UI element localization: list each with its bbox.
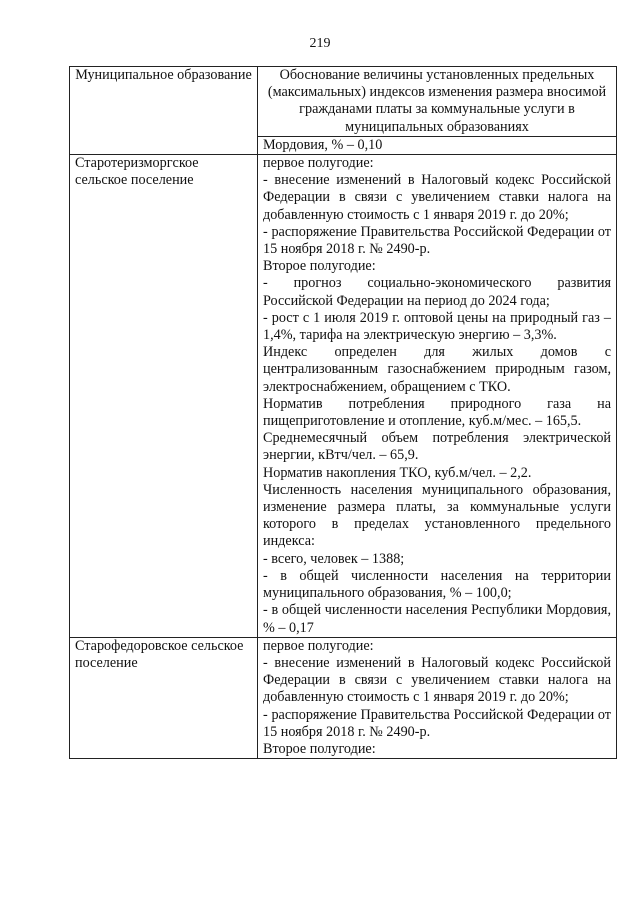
justification-line: - распоряжение Правительства Российской Федерации от 15 ноября 2018 г. № 2490-р. bbox=[263, 706, 611, 740]
justification-line: - в общей численности населения на территории муниципального образования, % – 100,0; bbox=[263, 567, 611, 602]
municipality-cell bbox=[70, 155, 258, 638]
justification-cell bbox=[258, 637, 617, 758]
page-number: 219 bbox=[309, 36, 331, 51]
header-justification bbox=[258, 67, 617, 137]
justification-line: Норматив накопления ТКО, куб.м/чел. – 2,2. bbox=[263, 464, 532, 481]
municipality-name: Старофедоровское сельское поселение bbox=[75, 637, 244, 671]
justification-line: первое полугодие: bbox=[263, 155, 374, 172]
justification-line: Индекс определен для жилых домов с централизованным газоснабжением природным газом, электроснабжением, обращением с ТКО. bbox=[263, 344, 611, 395]
municipality-name: Старотеризморгское сельское поселение bbox=[75, 155, 199, 189]
justification-line: - распоряжение Правительства Российской Федерации от 15 ноября 2018 г. № 2490-р. bbox=[263, 223, 611, 258]
header-municipality bbox=[70, 67, 258, 155]
justification-line: Второе полугодие: bbox=[263, 740, 376, 757]
header-municipality-label: Муниципальное образование bbox=[75, 67, 252, 83]
justification-line: - всего, человек – 1388; bbox=[263, 550, 405, 567]
continuation-text: Мордовия, % – 0,10 bbox=[263, 136, 383, 153]
justification-line: Численность населения муниципального образования, изменение размера платы, за коммунальные услуги которого в пределах установленного предельного индекса: bbox=[263, 481, 611, 550]
table-row bbox=[70, 155, 617, 638]
justification-line: Второе полугодие: bbox=[263, 258, 376, 275]
justification-line: - внесение изменений в Налоговый кодекс Российской Федерации в связи с увеличением ставки налога на добавленную стоимость с 1 января 2019 г. до 20%; bbox=[263, 172, 611, 223]
municipality-cell bbox=[70, 637, 258, 758]
table-header-row bbox=[70, 67, 617, 137]
justification-line: - внесение изменений в Налоговый кодекс Российской Федерации в связи с увеличением ставки налога на добавленную стоимость с 1 января 2019 г. до 20%; bbox=[263, 654, 611, 706]
table-row bbox=[70, 637, 617, 758]
justification-cell bbox=[258, 155, 617, 638]
justification-line: - прогноз социально-экономического развития Российской Федерации на период до 2024 года; bbox=[263, 275, 611, 309]
justification-line: Норматив потребления природного газа на пищеприготовление и отопление, куб.м/мес. – 165,5. bbox=[263, 395, 611, 430]
justification-line: - в общей численности населения Республики Мордовия, % – 0,17 bbox=[263, 602, 611, 636]
justification-table bbox=[69, 66, 617, 759]
justification-line: - рост с 1 июля 2019 г. оптовой цены на природный газ – 1,4%, тарифа на электрическую энергию – 3,3%. bbox=[263, 309, 611, 344]
header-justification-label: Обоснование величины установленных предельных (максимальных) индексов изменения размера вносимой гражданами платы за коммунальные услуги в муниципальных образованиях bbox=[267, 67, 607, 135]
continuation-cell bbox=[258, 136, 617, 154]
justification-line: первое полугодие: bbox=[263, 637, 374, 654]
justification-line: Среднемесячный объем потребления электрической энергии, кВтч/чел. – 65,9. bbox=[263, 430, 611, 464]
